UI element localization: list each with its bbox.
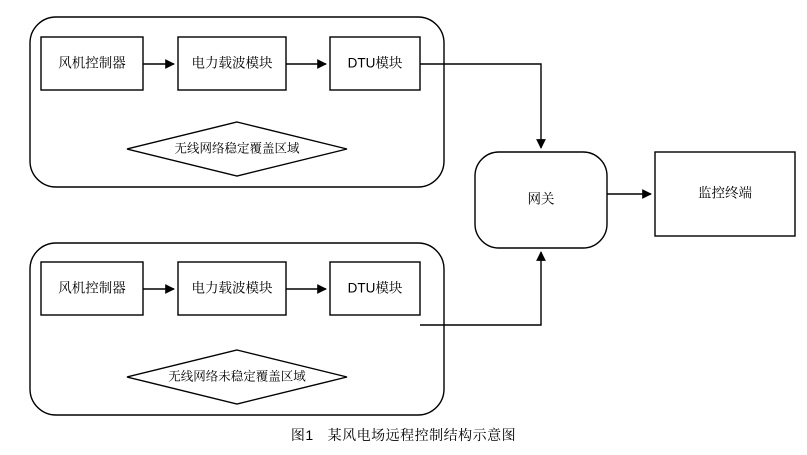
box-plc-module-2-label: 电力载波模块 xyxy=(191,280,273,296)
box-fan-controller-2-label: 风机控制器 xyxy=(58,280,126,296)
figure-caption-number: 图1 xyxy=(290,427,314,443)
figure-caption-text: 某风电场远程控制结构示意图 xyxy=(327,427,517,443)
box-fan-controller-1-label: 风机控制器 xyxy=(58,55,126,71)
arrow-dtu1-to-gateway xyxy=(420,64,541,148)
diamond-stable-coverage-label: 无线网络稳定覆盖区域 xyxy=(174,141,300,156)
figure-caption xyxy=(0,425,807,445)
node-gateway-label: 网关 xyxy=(527,191,555,207)
arrow-dtu2-to-gateway xyxy=(420,252,541,325)
node-monitoring-terminal-label: 监控终端 xyxy=(698,185,752,201)
box-dtu-module-2-label: DTU模块 xyxy=(347,280,403,296)
box-plc-module-1-label: 电力载波模块 xyxy=(191,55,273,71)
diamond-unstable-coverage-label: 无线网络未稳定覆盖区域 xyxy=(168,369,306,384)
box-dtu-module-1-label: DTU模块 xyxy=(347,55,403,71)
